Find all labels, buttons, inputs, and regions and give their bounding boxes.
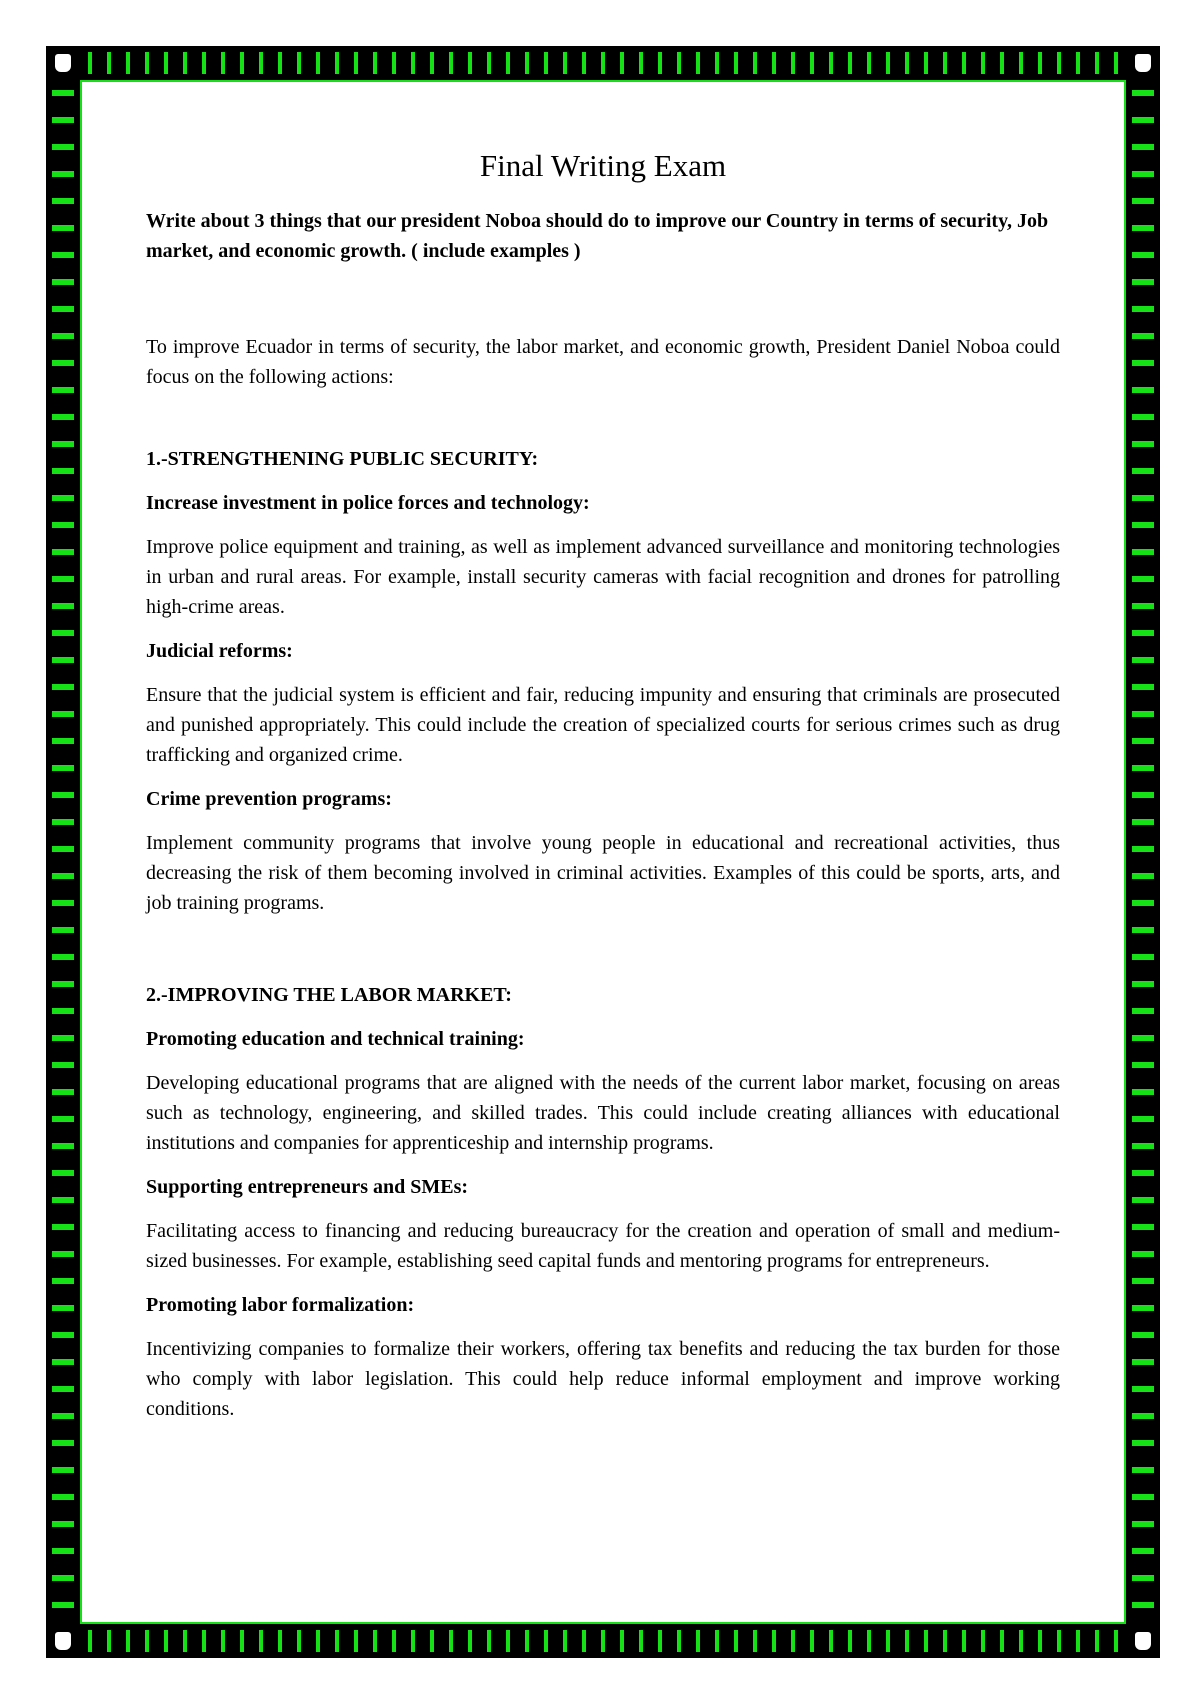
section-spacer	[146, 932, 1060, 980]
intro-paragraph: To improve Ecuador in terms of security, the labor market, and economic growth, President Daniel Noboa could focus on the following actions:	[146, 336, 1060, 388]
border-corner-ornament-icon	[1126, 1624, 1160, 1658]
subheading: Increase investment in police forces and technology:	[146, 492, 590, 514]
border-strip-left	[46, 80, 80, 1624]
border-strip-bottom	[80, 1624, 1126, 1658]
paragraph: Incentivizing companies to formalize their workers, offering tax benefits and reducing the tax burden for those who comply with labor legislation. This could help reduce informal employment and improve working conditions.	[146, 1338, 1060, 1420]
border-corner-ornament-icon	[46, 46, 80, 80]
border-strip-top	[80, 46, 1126, 80]
border-corner-ornament-icon	[46, 1624, 80, 1658]
border-strip-right	[1126, 80, 1160, 1624]
section-labor-market	[146, 980, 1060, 1424]
section-public-security	[146, 444, 1060, 918]
document-title: Final Writing Exam	[479, 148, 727, 183]
subheading: Judicial reforms:	[146, 640, 293, 662]
paragraph: Facilitating access to financing and reducing bureaucracy for the creation and operation of small and medium-sized businesses. For example, establishing seed capital funds and mentoring programs for entrepreneurs.	[146, 1220, 1060, 1272]
subheading: Crime prevention programs:	[146, 788, 392, 810]
subheading: Promoting education and technical training:	[146, 1028, 525, 1050]
subheading: Promoting labor formalization:	[146, 1294, 415, 1316]
paragraph: Ensure that the judicial system is efficient and fair, reducing impunity and ensuring that criminals are prosecuted and punished appropriately. This could include the creation of specialized courts for serious crimes such as drug trafficking and organized crime.	[146, 684, 1060, 766]
document-content	[146, 146, 1060, 1438]
section-heading: 1.-STRENGTHENING PUBLIC SECURITY:	[146, 448, 539, 470]
subheading: Supporting entrepreneurs and SMEs:	[146, 1176, 469, 1198]
paragraph: Implement community programs that involve young people in educational and recreational activities, thus decreasing the risk of them becoming involved in criminal activities. Examples of this could be sports, arts, and job training programs.	[146, 832, 1060, 914]
exam-prompt: Write about 3 things that our president Noboa should do to improve our Country in terms of security, Job market, and economic growth. ( include examples )	[146, 210, 1049, 262]
border-corner-ornament-icon	[1126, 46, 1160, 80]
paragraph: Developing educational programs that are aligned with the needs of the current labor market, focusing on areas such as technology, engineering, and skilled trades. This could include creating alliances with educational institutions and companies for apprenticeship and internship programs.	[146, 1072, 1060, 1154]
section-heading: 2.-IMPROVING THE LABOR MARKET:	[146, 984, 512, 1006]
paragraph: Improve police equipment and training, as well as implement advanced surveillance and monitoring technologies in urban and rural areas. For example, install security cameras with facial recognition and drones for patrolling high-crime areas.	[146, 536, 1060, 618]
